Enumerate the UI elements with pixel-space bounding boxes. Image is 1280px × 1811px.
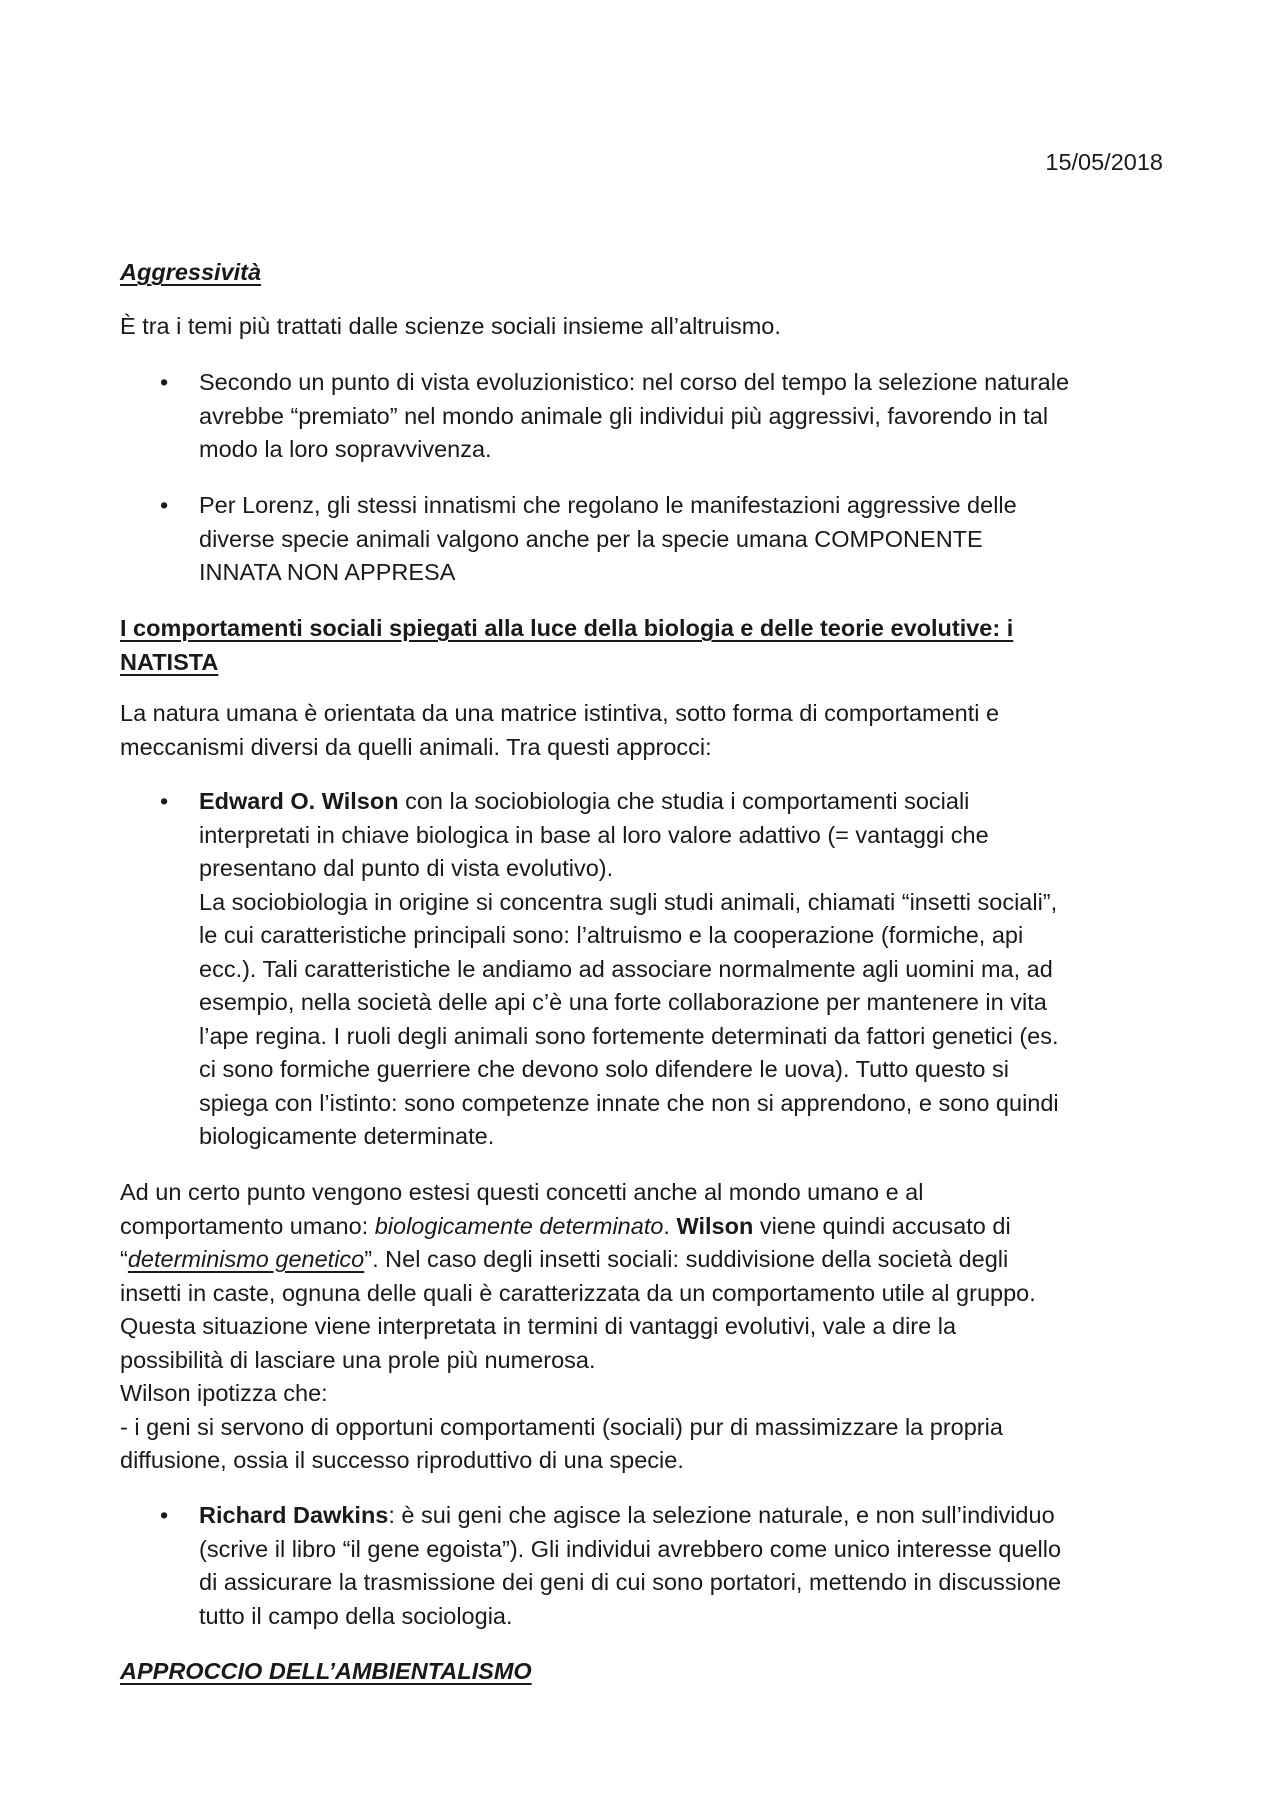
text-line: Edward O. Wilson con la sociobiologia che studia i comportamenti sociali — [199, 788, 970, 814]
text-line: Secondo un punto di vista evoluzionistico: nel corso del tempo la selezione naturale — [199, 369, 1070, 395]
text-line: INNATA NON APPRESA — [199, 559, 456, 585]
text-line: comportamento umano: biologicamente determinato. Wilson viene quindi accusato di — [120, 1212, 1011, 1239]
bullet-dot: • — [160, 788, 169, 814]
text-line: Per Lorenz, gli stessi innatismi che regolano le manifestazioni aggressive delle — [199, 492, 1017, 518]
heading-line: NATISTA — [120, 648, 219, 675]
text-line: tutto il campo della sociologia. — [199, 1602, 513, 1629]
text-line: interpretati in chiave biologica in base al loro valore adattivo (= vantaggi che — [199, 821, 989, 848]
text-line: possibilità di lasciare una prole più numerosa. — [120, 1346, 596, 1373]
author-name: Richard Dawkins — [199, 1502, 389, 1528]
text-line: ecc.). Tali caratteristiche le andiamo ad associare normalmente agli uomini ma, ad — [199, 955, 1053, 982]
text-line: Questa situazione viene interpretata in termini di vantaggi evolutivi, vale a dire la — [120, 1313, 957, 1339]
text-line: diffusione, ossia il successo riproduttivo di una specie. — [120, 1447, 684, 1473]
text-line: Ad un certo punto vengono estesi questi concetti anche al mondo umano e al — [120, 1179, 924, 1205]
text-line: esempio, nella società delle api c’è una forte collaborazione per mantenere in vita — [199, 989, 1047, 1015]
heading-aggressivita: Aggressività — [120, 259, 262, 285]
text-line: le cui caratteristiche principali sono: l’altruismo e la cooperazione (formiche, api — [199, 922, 1024, 948]
text-line: “determinismo genetico”. Nel caso degli insetti sociali: suddivisione della società degli — [120, 1246, 1009, 1272]
text-line: Richard Dawkins: è sui geni che agisce la selezione naturale, e non sull’individuo — [199, 1502, 1055, 1528]
text-line: (scrive il libro “il gene egoista”). Gli individui avrebbero come unico interesse quello — [199, 1535, 1062, 1562]
text-line: diverse specie animali valgono anche per la specie umana COMPONENTE — [199, 525, 983, 552]
bullet-dot: • — [160, 492, 169, 518]
text-line: - i geni si servono di opportuni comportamenti (sociali) pur di massimizzare la propria — [120, 1413, 1003, 1440]
text-line: La sociobiologia in origine si concentra sugli studi animali, chiamati “insetti sociali”, — [199, 888, 1058, 915]
text-line: insetti in caste, ognuna delle quali è caratterizzata da un comportamento utile al gruppo. — [120, 1279, 1036, 1306]
text-line: modo la loro sopravvivenza. — [199, 436, 492, 462]
text-line: La natura umana è orientata da una matrice istintiva, sotto forma di comportamenti e — [120, 700, 1000, 726]
bullet-dot: • — [160, 1502, 169, 1528]
heading-ambientalismo: APPROCCIO DELL’AMBIENTALISMO — [120, 1658, 532, 1684]
text-line: spiega con l’istinto: sono competenze innate che non si apprendono, e sono quindi — [199, 1089, 1059, 1116]
text-line: meccanismi diversi da quelli animali. Tra questi approcci: — [120, 733, 712, 760]
text-line: l’ape regina. I ruoli degli animali sono fortemente determinati da fattori genetici (es. — [199, 1022, 1059, 1049]
text-line: biologicamente determinate. — [199, 1123, 495, 1149]
determinism-paragraph — [120, 1176, 1170, 1478]
author-name: Edward O. Wilson — [199, 788, 399, 814]
natista-intro — [120, 697, 1170, 764]
bullet-dot: • — [160, 369, 169, 395]
intro-paragraph: È tra i temi più trattati dalle scienze sociali insieme all’altruismo. — [120, 313, 781, 339]
heading-line: I comportamenti sociali spiegati alla luce della biologia e delle teorie evolutive: i — [120, 615, 1014, 641]
text-line: presentano dal punto di vista evolutivo). — [199, 855, 614, 881]
date: 15/05/2018 — [1045, 149, 1163, 175]
text-line: Wilson ipotizza che: — [120, 1380, 328, 1406]
heading-natista — [120, 612, 1170, 679]
text-line: avrebbe “premiato” nel mondo animale gli individui più aggressivi, favorendo in tal — [199, 402, 1049, 429]
text-line: ci sono formiche guerriere che devono solo difendere le uova). Tutto questo si — [199, 1056, 1009, 1082]
text-line: di assicurare la trasmissione dei geni di cui sono portatori, mettendo in discussione — [199, 1569, 1062, 1595]
